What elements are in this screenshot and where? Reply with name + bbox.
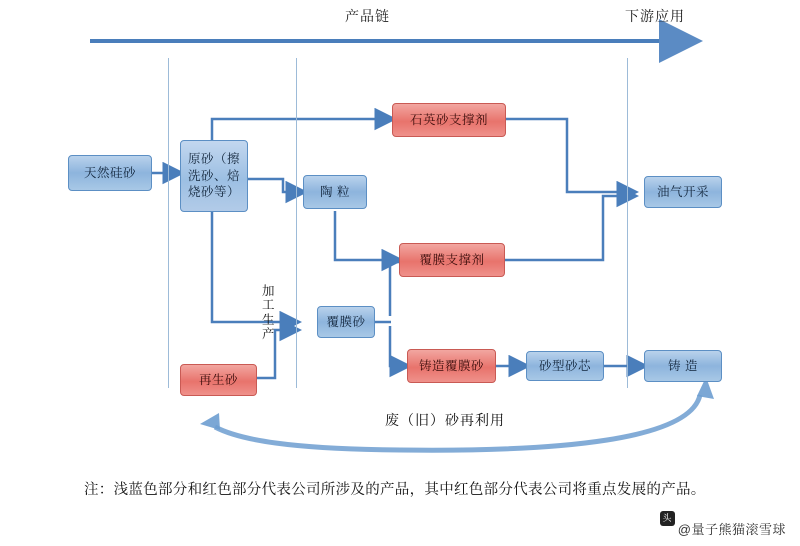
node-sand-core[interactable]: 砂型砂芯 xyxy=(526,351,604,381)
divider-left xyxy=(168,58,169,388)
divider-right xyxy=(627,58,628,388)
header-product-chain: 产品链 xyxy=(345,8,390,24)
divider-mid xyxy=(296,58,297,388)
node-natural-silica[interactable]: 天然硅砂 xyxy=(68,155,152,191)
node-quartz-proppant[interactable]: 石英砂支撑剂 xyxy=(392,103,506,137)
watermark xyxy=(660,511,786,538)
node-raw-sand[interactable]: 原砂（擦洗砂、焙烧砂等） xyxy=(180,140,248,212)
footnote: 注：浅蓝色部分和红色部分代表公司所涉及的产品，其中红色部分代表公司将重点发展的产品。 xyxy=(84,482,706,498)
node-recycled-sand[interactable]: 再生砂 xyxy=(180,364,257,396)
label-processing: 加工生产 xyxy=(262,284,276,342)
node-coated-sand[interactable]: 覆膜砂 xyxy=(317,306,375,338)
node-ceramic[interactable]: 陶 粒 xyxy=(303,175,367,209)
node-casting[interactable]: 铸 造 xyxy=(644,350,722,382)
header-downstream: 下游应用 xyxy=(625,8,685,24)
toutiao-icon: 头条 xyxy=(660,511,675,526)
node-coated-proppant[interactable]: 覆膜支撑剂 xyxy=(399,243,505,277)
node-oil-gas[interactable]: 油气开采 xyxy=(644,176,722,208)
label-reuse: 废（旧）砂再利用 xyxy=(385,412,505,428)
node-casting-coated-sand[interactable]: 铸造覆膜砂 xyxy=(407,349,496,383)
watermark-text: @量子熊猫滚雪球 xyxy=(677,522,786,537)
